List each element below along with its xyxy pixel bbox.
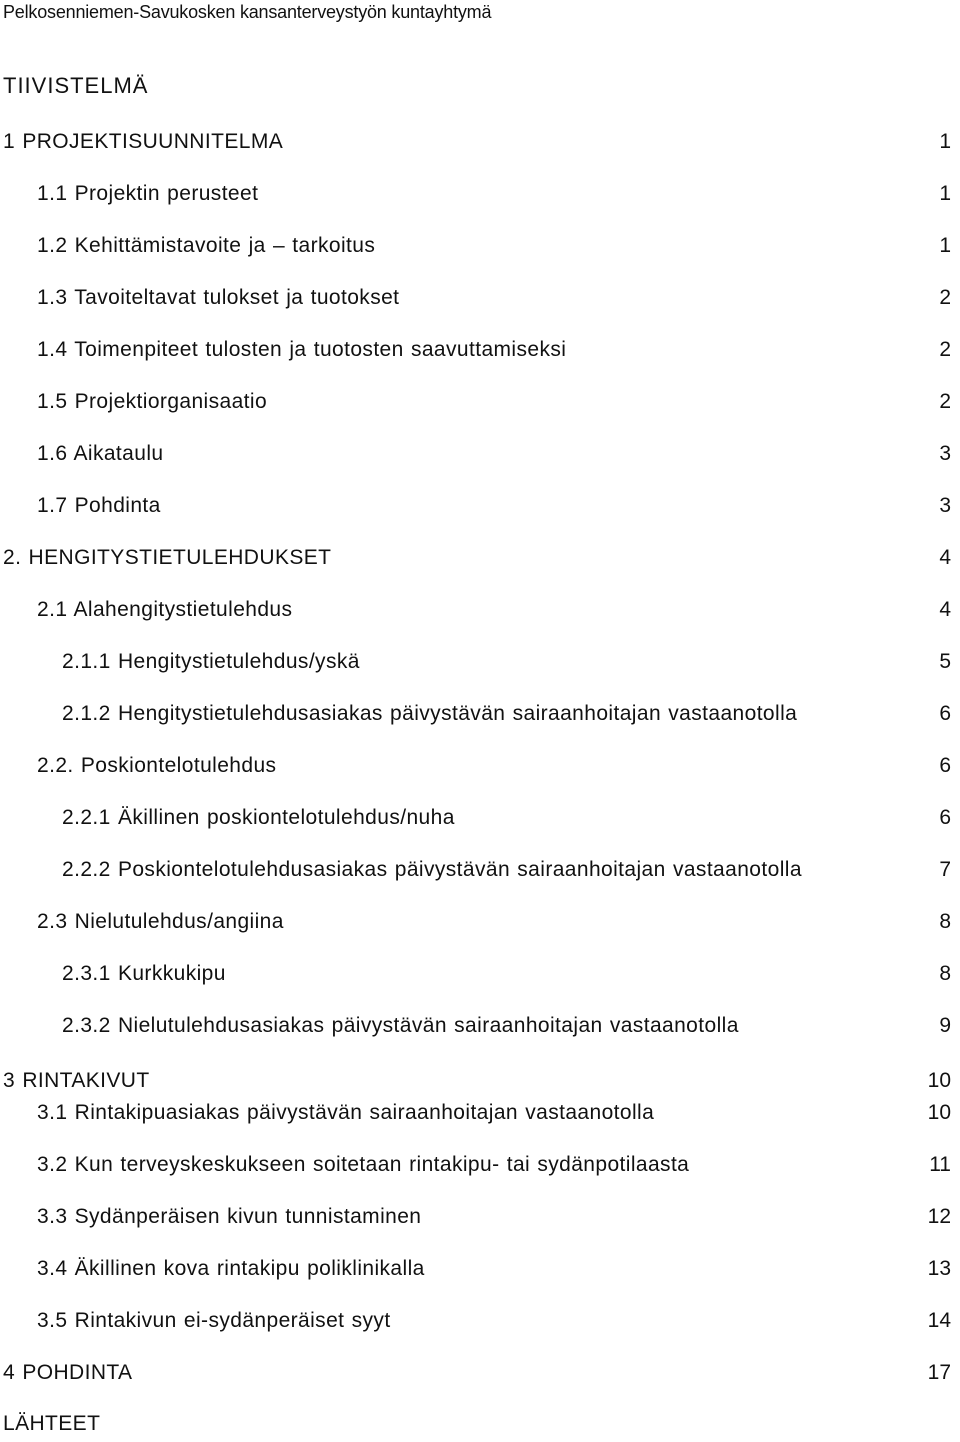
toc-entry-label: 3.5 Rintakivun ei-sydänperäiset syyt <box>37 1309 391 1332</box>
toc-entry[interactable] <box>0 546 960 576</box>
toc-entry-label: 3 RINTAKIVUT <box>3 1069 150 1092</box>
toc-entry[interactable] <box>0 338 960 368</box>
toc-entry-label: 2.3.1 Kurkkukipu <box>62 962 226 985</box>
toc-entry-page: 3 <box>939 494 951 517</box>
toc-entry-label: 1.3 Tavoiteltavat tulokset ja tuotokset <box>37 286 400 309</box>
toc-entry-label: 2.3 Nielutulehdus/angiina <box>37 910 284 933</box>
toc-entry-label: 2.3.2 Nielutulehdusasiakas päivystävän sairaanhoitajan vastaanotolla <box>62 1014 739 1037</box>
toc-entry-page: 6 <box>939 806 951 829</box>
toc-entry[interactable] <box>0 1257 960 1287</box>
toc-entry-page: 7 <box>939 858 951 881</box>
toc-entry-label: 1.4 Toimenpiteet tulosten ja tuotosten saavuttamiseksi <box>37 338 567 361</box>
toc-entry-label: 2.1.2 Hengitystietulehdusasiakas päivystävän sairaanhoitajan vastaanotolla <box>62 702 798 725</box>
toc-entry[interactable] <box>0 806 960 836</box>
toc-entry-label: 2.2.2 Poskiontelotulehdusasiakas päivystävän sairaanhoitajan vastaanotolla <box>62 858 802 881</box>
toc-entry[interactable] <box>0 1205 960 1235</box>
toc-entry[interactable] <box>0 1309 960 1339</box>
toc-entry[interactable] <box>0 1101 960 1131</box>
toc-entry[interactable] <box>0 598 960 628</box>
toc-entry-label: 1.5 Projektiorganisaatio <box>37 390 268 413</box>
toc-entry-label: 3.1 Rintakipuasiakas päivystävän sairaanhoitajan vastaanotolla <box>37 1101 655 1124</box>
toc-entry-page: 1 <box>939 234 951 257</box>
toc-entry-label: 1.6 Aikataulu <box>37 442 164 465</box>
toc-entry-label: 1.2 Kehittämistavoite ja – tarkoitus <box>37 234 376 257</box>
toc-entry[interactable] <box>0 962 960 992</box>
toc-entry-page: 14 <box>927 1309 951 1332</box>
toc-entry-page: 4 <box>939 546 951 569</box>
toc-entry[interactable] <box>0 1361 960 1391</box>
toc-entry[interactable] <box>0 286 960 316</box>
toc-entry-page: 1 <box>939 182 951 205</box>
toc-entry[interactable] <box>0 1153 960 1183</box>
toc-entry-page: 5 <box>939 650 951 673</box>
toc-entry-page: 13 <box>927 1257 951 1280</box>
toc-entry[interactable] <box>0 1014 960 1044</box>
toc-entry-page: 8 <box>939 962 951 985</box>
toc-entry-label: 1.7 Pohdinta <box>37 494 161 517</box>
toc-entry[interactable] <box>0 130 960 160</box>
toc-entry[interactable] <box>0 1069 960 1099</box>
toc-entry[interactable] <box>0 1412 960 1442</box>
toc-entry-label: 2. HENGITYSTIETULEHDUKSET <box>3 546 332 569</box>
toc-entry-label: LÄHTEET <box>3 1412 101 1435</box>
toc-entry-label: 2.2.1 Äkillinen poskiontelotulehdus/nuha <box>62 806 455 829</box>
toc-entry-page: 12 <box>927 1205 951 1228</box>
toc-entry-page: 4 <box>939 598 951 621</box>
toc-entry[interactable] <box>0 702 960 732</box>
toc-entry-page: 3 <box>939 442 951 465</box>
toc-entry-page: 2 <box>939 390 951 413</box>
toc-entry[interactable] <box>0 390 960 420</box>
toc-entry[interactable] <box>0 442 960 472</box>
toc-entry[interactable] <box>0 494 960 524</box>
toc-entry-page: 2 <box>939 286 951 309</box>
toc-entry-page: 2 <box>939 338 951 361</box>
toc-entry-page: 10 <box>927 1069 951 1092</box>
toc-entry-label: 2.1 Alahengitystietulehdus <box>37 598 293 621</box>
toc-entry-label: 3.4 Äkillinen kova rintakipu poliklinikalla <box>37 1257 425 1280</box>
toc-entry-page: 9 <box>939 1014 951 1037</box>
toc-entry-page: 6 <box>939 702 951 725</box>
page-header: Pelkosenniemen-Savukosken kansanterveystyön kuntayhtymä <box>3 2 492 22</box>
toc-entry-page: 11 <box>929 1153 951 1176</box>
toc-entry[interactable] <box>0 910 960 940</box>
toc-entry[interactable] <box>0 234 960 264</box>
toc-entry-page: 8 <box>939 910 951 933</box>
toc-entry-page: 6 <box>939 754 951 777</box>
toc-entry-label: 1 PROJEKTISUUNNITELMA <box>3 130 284 153</box>
toc-entry[interactable] <box>0 754 960 784</box>
toc-entry-label: 3.2 Kun terveyskeskukseen soitetaan rintakipu- tai sydänpotilaasta <box>37 1153 690 1176</box>
toc-entry-page: 17 <box>927 1361 951 1384</box>
toc-entry-label: 2.1.1 Hengitystietulehdus/yskä <box>62 650 360 673</box>
toc-entry[interactable] <box>0 858 960 888</box>
toc-entry-label: 2.2. Poskiontelotulehdus <box>37 754 277 777</box>
toc-title: TIIVISTELMÄ <box>3 73 149 98</box>
toc-entry[interactable] <box>0 650 960 680</box>
toc-entry-label: 1.1 Projektin perusteet <box>37 182 259 205</box>
toc-entry-page: 1 <box>939 130 951 153</box>
toc-entry-label: 3.3 Sydänperäisen kivun tunnistaminen <box>37 1205 422 1228</box>
toc-entry-label: 4 POHDINTA <box>3 1361 133 1384</box>
toc-entry-page: 10 <box>927 1101 951 1124</box>
toc-entry[interactable] <box>0 182 960 212</box>
